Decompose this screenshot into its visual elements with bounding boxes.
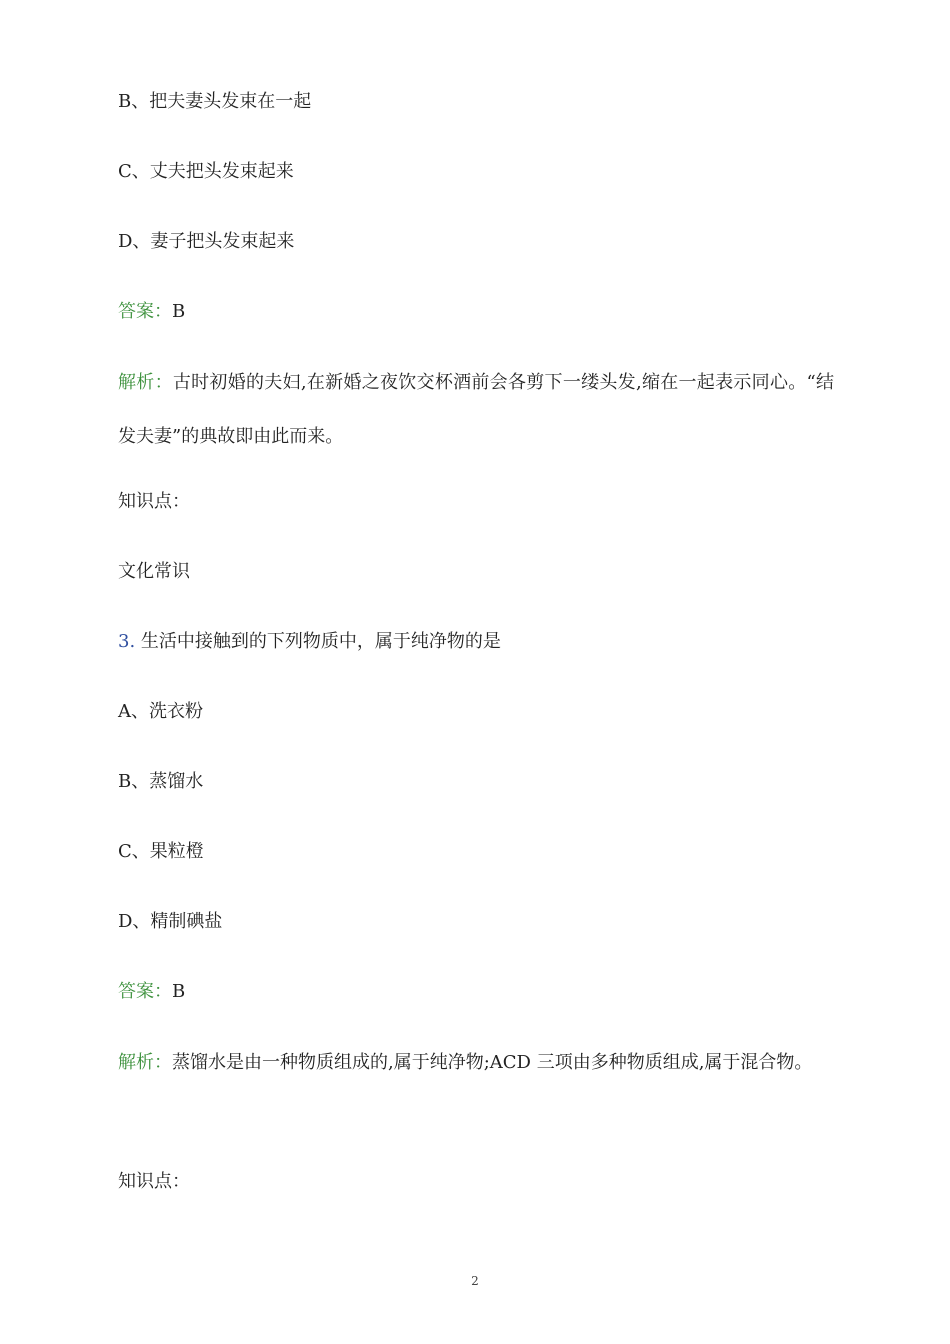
q3-answer-value: B: [172, 981, 186, 1002]
q3-knowledge-label: 知识点：: [118, 1171, 190, 1192]
q2-analysis-label: 解析：: [118, 372, 173, 393]
q3-number: 3.: [118, 631, 136, 652]
q3-question: [118, 630, 501, 654]
q3-analysis-text: 蒸馏水是由一种物质组成的,属于纯净物;ACD 三项由多种物质组成,属于混合物。: [172, 1052, 813, 1073]
q3-option-a: A、洗衣粉: [118, 701, 203, 722]
q3-answer-label: 答案：: [118, 981, 172, 1002]
q2-answer-label: 答案：: [118, 301, 172, 322]
q3-analysis: [118, 1036, 834, 1090]
q3-option-b: B、蒸馏水: [118, 771, 204, 792]
q2-analysis-text: 古时初婚的夫妇,在新婚之夜饮交杯酒前会各剪下一缕头发,缩在一起表示同心。“结发夫妻”的典故即由此而来。: [118, 372, 834, 447]
q2-answer-value: B: [172, 301, 186, 322]
q2-option-b: B、把夫妻头发束在一起: [118, 91, 312, 112]
q2-answer: [118, 300, 185, 324]
q3-option-c: C、果粒橙: [118, 841, 204, 862]
q3-option-d: D、精制碘盐: [118, 911, 223, 932]
q2-analysis: [118, 356, 834, 464]
q3-analysis-label: 解析：: [118, 1052, 172, 1073]
q2-knowledge-value: 文化常识: [118, 561, 190, 582]
q2-option-d: D、妻子把头发束起来: [118, 231, 295, 252]
q3-question-text: 生活中接触到的下列物质中，属于纯净物的是: [140, 631, 501, 652]
q2-knowledge-label: 知识点：: [118, 491, 190, 512]
q3-answer: [118, 980, 185, 1004]
q2-option-c: C、丈夫把头发束起来: [118, 161, 294, 182]
page-number: 2: [471, 1274, 479, 1288]
